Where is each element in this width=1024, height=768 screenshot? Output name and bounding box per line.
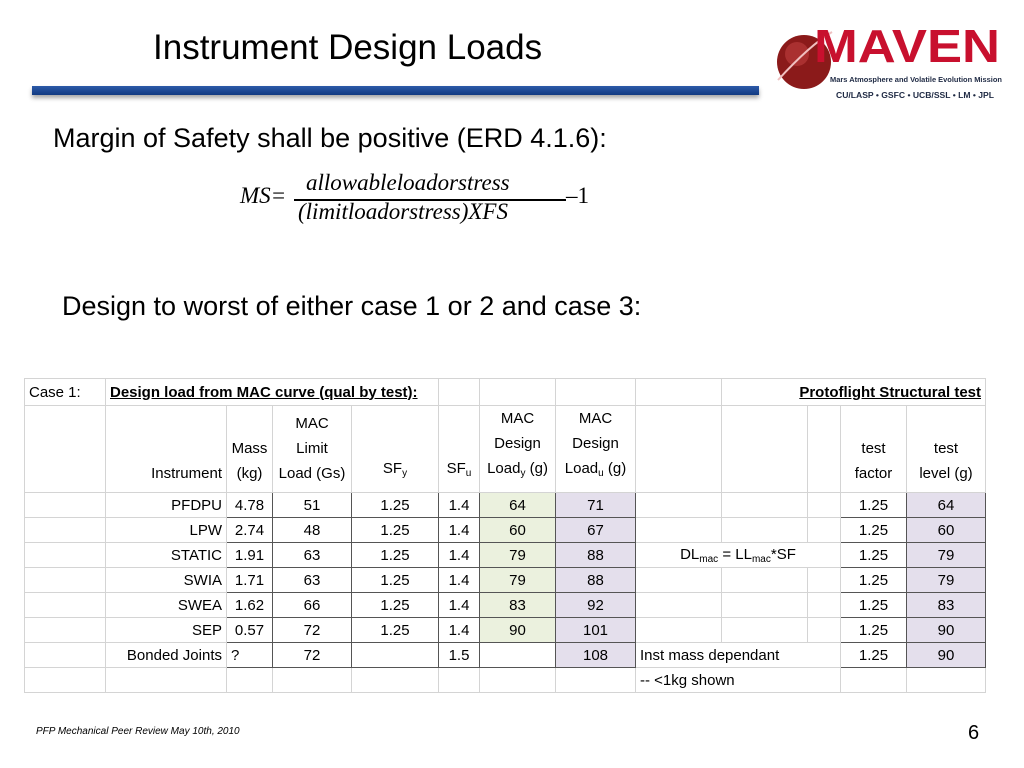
header-mass: Mass (kg): [227, 406, 273, 493]
header-mac-limit: MAC Limit Load (Gs): [273, 406, 352, 493]
header-design-load-ultimate: MAC Design Load$_u$ (g): [556, 406, 636, 493]
logo-wordmark: MAVEN: [814, 20, 1000, 72]
page-number: 6: [968, 722, 980, 744]
mass-dependent-note: Inst mass dependant: [636, 643, 841, 668]
maven-logo: [770, 10, 1010, 110]
design-case-text: Design to worst of either case 1 or 2 and case 3:: [62, 291, 642, 321]
design-loads-table: [24, 378, 986, 693]
table-title-row: [25, 379, 986, 406]
table-row: SWIA 1.71 63 1.25 1.4 79 88 1.25 79: [25, 568, 986, 593]
slide-title: Instrument Design Loads: [153, 28, 543, 67]
table-header-row: [25, 406, 986, 493]
mass-shown-note: -- <1kg shown: [636, 668, 841, 693]
table-row: PFDPU 4.78 51 1.25 1.4 64 71 1.25 64: [25, 493, 986, 518]
equation-lhs: MS=: [240, 183, 287, 208]
table-row: Bonded Joints ? 72 1.5 108 Inst mass dependant 1.25 90: [25, 643, 986, 668]
logo-partners: CU/LASP • GSFC • UCB/SSL • LM • JPL: [836, 91, 995, 100]
table-note-row: [25, 668, 986, 693]
table-row: SWEA 1.62 66 1.25 1.4 83 92 1.25 83: [25, 593, 986, 618]
equation-numerator: allowableloadorstress: [306, 170, 510, 195]
design-load-formula: $DL_{mac} = LL_{mac}*SF$: [636, 543, 841, 568]
table-row: STATIC 1.91 63 1.25 1.4 79 88 $DL_{mac} = LL_{mac}*SF$ 1.25 79: [25, 543, 986, 568]
margin-of-safety-text: Margin of Safety shall be positive (ERD 4.1.6):: [53, 123, 607, 153]
equation-minus-one: –1: [566, 183, 589, 208]
header-sf-yield: $SF_y$: [352, 406, 439, 493]
header-test-factor: test factor: [841, 406, 907, 493]
protoflight-test-title: Protoflight Structural test: [722, 379, 986, 406]
case-title: Design load from MAC curve (qual by test):: [106, 379, 439, 406]
header-instrument: Instrument: [106, 406, 227, 493]
header-sf-ultimate: $SF_u$: [439, 406, 480, 493]
table-row: SEP 0.57 72 1.25 1.4 90 101 1.25 90: [25, 618, 986, 643]
slide-footer: PFP Mechanical Peer Review May 10th, 2010: [36, 726, 240, 737]
header-design-load-yield: MAC Design Load$_y$ (g): [480, 406, 556, 493]
logo-subtitle: Mars Atmosphere and Volatile Evolution Mission: [830, 75, 1003, 84]
equation-denominator: (limitloadorstress)XFS: [298, 199, 508, 224]
header-test-level: test level (g): [907, 406, 986, 493]
title-underline-bar: [32, 86, 759, 95]
table-row: LPW 2.74 48 1.25 1.4 60 67 1.25 60: [25, 518, 986, 543]
margin-of-safety-equation: [240, 172, 600, 230]
case-label: Case 1:: [25, 379, 106, 406]
